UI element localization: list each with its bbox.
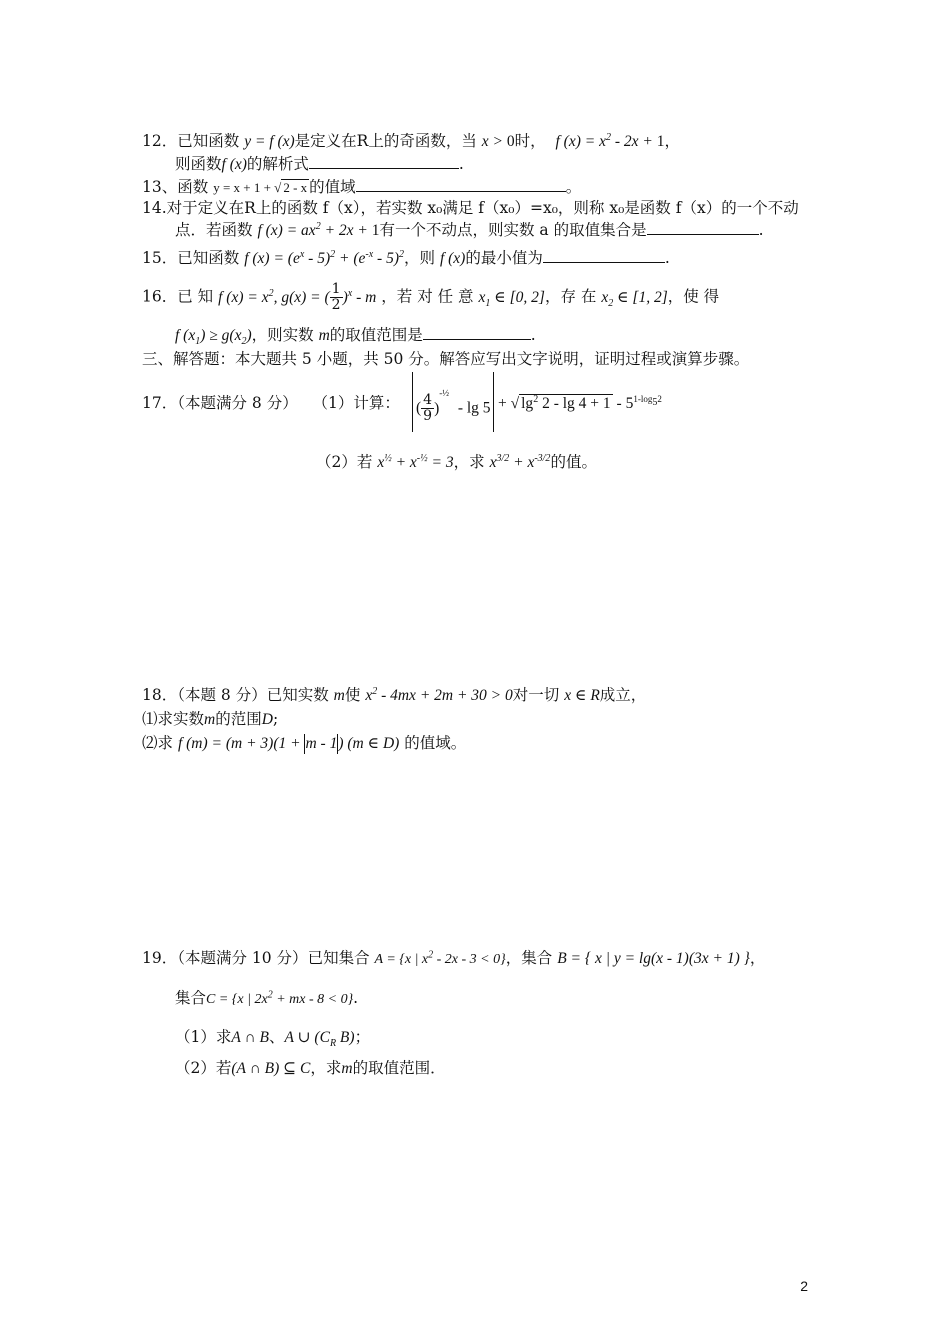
q19-part2: （2）若(A ∩ B) ⊆ C，求m的取值范围． [175,1059,446,1077]
q19-number: 19． [142,949,178,967]
q19-part1: （1）求A ∩ B、A ∪ ($C_R$ B)； [175,1028,371,1050]
q14-line2: 点．若函数 f $(x) = ax^2 + 2x + 1$有一个不动点，则实数 a 的取值集合是 . [175,220,764,239]
q16-line1: 16．已 知 f $(x) = x^2$, g(x) = ( $\frac{1}{2}$ )$^x$ - m ，若 对 任 意 $x_1$ ∈ [0, 2]，存 在 $x_2$ ∈ [1, 2]，使 得 [142,281,720,313]
section-heading: 三、解答题：本大题共 5 小题，共 50 分。解答应写出文字说明，证明过程或演算步骤。 [142,350,750,368]
q19-line2: 集合C = {x | $2x^2$ + mx - 8 < 0}. [175,989,359,1007]
q16-line2: f $(x_1) \ge g(x_2)$，则实数 m的取值范围是 . [175,326,536,348]
q16-answer-blank[interactable] [423,325,531,340]
q17-expr: ( $\frac{4}{9}$ )$^{-\frac{1}{2}}$ - lg 5 [416,388,491,424]
q18-line1: 18．（本题 8 分）已知实数 m使 $x^2 - 4mx + 2m + 30 > 0$对一切 x ∈ R成立， [142,685,647,704]
page-number: 2 [800,1278,808,1294]
q18-part2: ⑵求 f (m) = (m + 3)(1 + m - 1) (m ∈ D) 的值域。 [142,733,466,754]
q13-line: 13、函数 y = x + 1 + √ 2 - x 的值域 。 [142,178,582,196]
q17-abs-right [493,372,494,432]
q15-line: 15．已知函数 f $(x) = (e^x - 5)^2 + (e^{-x} - 5)^2$，则 f (x)的最小值为 . [142,248,670,267]
q15-answer-blank[interactable] [543,248,665,263]
q17-number: 17． [142,394,178,412]
q17-abs-left [412,372,413,432]
q13-number: 13、 [142,178,178,196]
q18-number: 18． [142,686,178,704]
q15-number: 15． [142,249,178,267]
q12-line1: 12．已知函数 y = f (x)是定义在R上的奇函数，当 x > 0时， f $(x) = x^2 - 2x + 1$， [142,131,681,150]
q12-answer-blank[interactable] [309,154,459,169]
q19-line1: 19．（本题满分 10 分）已知集合 A = {x | $x^2 - 2x - 3 < 0$}，集合 B = { x | y = lg(x - 1)(3x + 1) }， [142,949,766,967]
q16-number: 16． [142,287,178,306]
q12-line2: 则函数f (x)的解析式 . [175,155,464,173]
q17-line2: （2）若 $x^{\frac{1}{2}} + x^{-\frac{1}{2}} = 3$，求 $x^{3/2} + x^{-3/2}$的值。 [316,452,597,471]
q17-line1: 17．（本题满分 8 分） （1）计算： [142,394,400,412]
q14-answer-blank[interactable] [647,220,759,235]
q13-answer-blank[interactable] [356,177,566,192]
q14-line1: 14.对于定义在R上的函数 f（x），若实数 x₀满足 f（x₀）=x₀，则称 x₀是函数 f（x）的一个不动 [142,199,799,217]
q14-number: 14. [142,199,167,217]
q17-expr2: + √ $\lg^2 2 - \lg 4 + 1 - 5^{1-log_52}$ [498,393,662,412]
q12-number: 12． [142,132,178,150]
q18-part1: ⑴求实数m的范围D; [142,710,279,728]
